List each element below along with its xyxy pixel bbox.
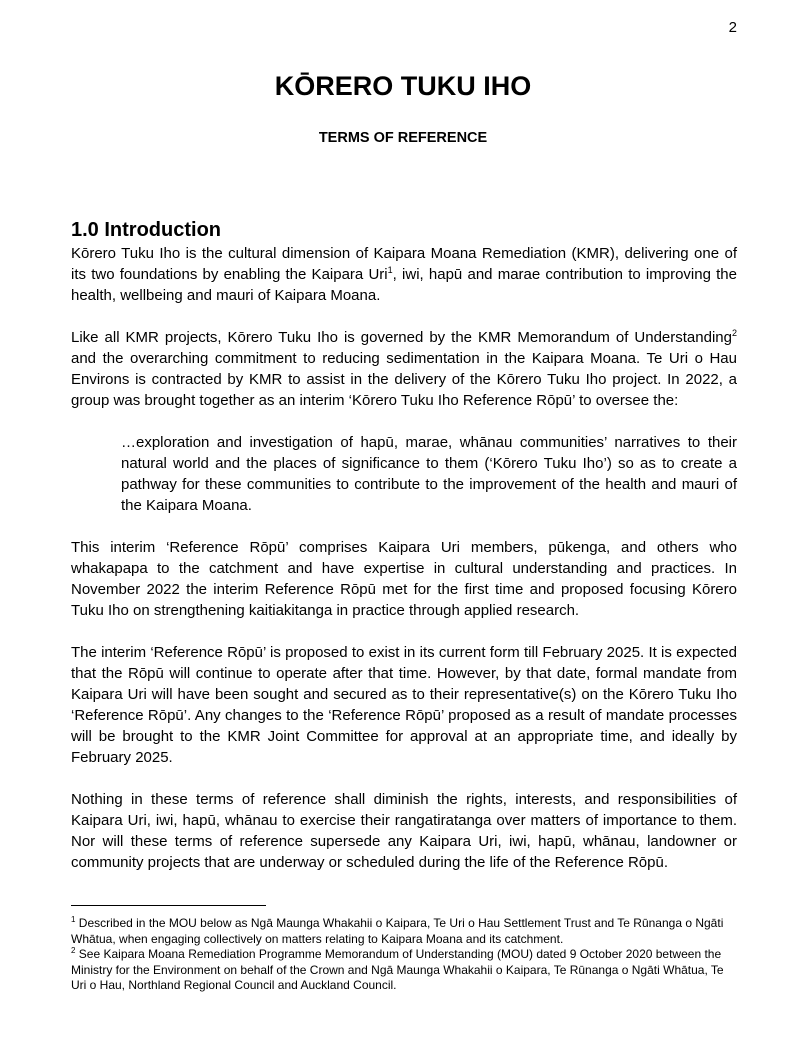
governance-text-start: Like all KMR projects, Kōrero Tuku Iho is governed by the KMR Memorandum of Understanding [71, 329, 732, 346]
intro-text-start: Kōrero Tuku Iho is the cultural dimension of Kaipara Moana Remediation (KMR), delivering one of its two foundations by enabling the Kaipara Uri [71, 245, 737, 283]
governance-text-end: and the overarching commitment to reducing sedimentation in the Kaipara Moana. Te Uri o Hau Environs is contracted by KMR to assist in the delivery of the Kōrero Tuku Iho project. In 2022, a group was brought together as an interim ‘Kōrero Tuku Iho Reference Rōpū’ to oversee the: [71, 350, 737, 409]
intro-paragraph [71, 243, 737, 306]
footnote-divider [71, 905, 266, 906]
document-title: KŌRERO TUKU IHO [274, 71, 532, 101]
timeframe-paragraph: The interim ‘Reference Rōpū’ is proposed to exist in its current form till February 2025. It is expected that the Rōpū will continue to operate after that time. However, by that date, formal mandate from Kaipara Uri will have been sought and secured as to their representative(s) on the Kōrero Tuku Iho ‘Reference Rōpū’. Any changes to the ‘Reference Rōpū’ proposed as a result of mandate processes will be brought to the KMR Joint Committee for approval at an appropriate time, and ideally by February 2025. [71, 644, 737, 766]
governance-paragraph [71, 327, 737, 411]
footnote-text-1: Described in the MOU below as Ngā Maunga Whakahii o Kaipara, Te Uri o Hau Settlement Trust and Te Rūnanga o Ngāti Whātua, when engaging collectively on matters relating to Kaipara Moana and its catchment. [71, 916, 724, 946]
footnote-1 [71, 916, 737, 947]
block-quote: …exploration and investigation of hapū, marae, whānau communities’ narratives to their natural world and the places of significance to them (‘Kōrero Tuku Iho’) so as to create a pathway for these communities to contribute to the improvement of the health and mauri of the Kaipara Moana. [121, 434, 737, 514]
section-heading: 1.0 Introduction [71, 219, 221, 241]
footnote-2 [71, 947, 737, 994]
rights-paragraph: Nothing in these terms of reference shall diminish the rights, interests, and responsibilities of Kaipara Uri, iwi, hapū, whānau to exercise their rangatiratanga over matters of importance to them. Nor will these terms of reference supersede any Kaipara Uri, iwi, hapū, whānau, landowner or community projects that are underway or scheduled during the life of the Reference Rōpū. [71, 791, 737, 871]
footnote-text-2: See Kaipara Moana Remediation Programme Memorandum of Understanding (MOU) dated 9 October 2020 between the Ministry for the Environment on behalf of the Crown and Ngā Maunga Whakahii o Kaipara, Te Rūnanga o Ngāti Whātua, Te Uri o Hau, Northland Regional Council and Auckland Council. [71, 947, 724, 992]
footnote-ref-2[interactable]: 2 [731, 328, 737, 338]
introduction-section [71, 217, 737, 894]
composition-paragraph: This interim ‘Reference Rōpū’ comprises Kaipara Uri members, pūkenga, and others who whakapapa to the catchment and have expertise in cultural understanding and practices. In November 2022 the interim Reference Rōpū met for the first time and proposed focusing Kōrero Tuku Iho on strengthening kaitiakitanga in practice through applied research. [71, 539, 737, 619]
footnote-marker-2: 2 [71, 946, 76, 955]
footnote-ref-1[interactable]: 1 [387, 265, 393, 275]
document-subtitle: TERMS OF REFERENCE [318, 130, 488, 146]
intro-text-end: , iwi, hapū and marae contribution to improving the health, wellbeing and mauri of Kaipara Moana. [71, 266, 737, 304]
page-number: 2 [728, 19, 737, 36]
footnotes [71, 916, 737, 994]
footnote-marker-1: 1 [71, 915, 76, 924]
